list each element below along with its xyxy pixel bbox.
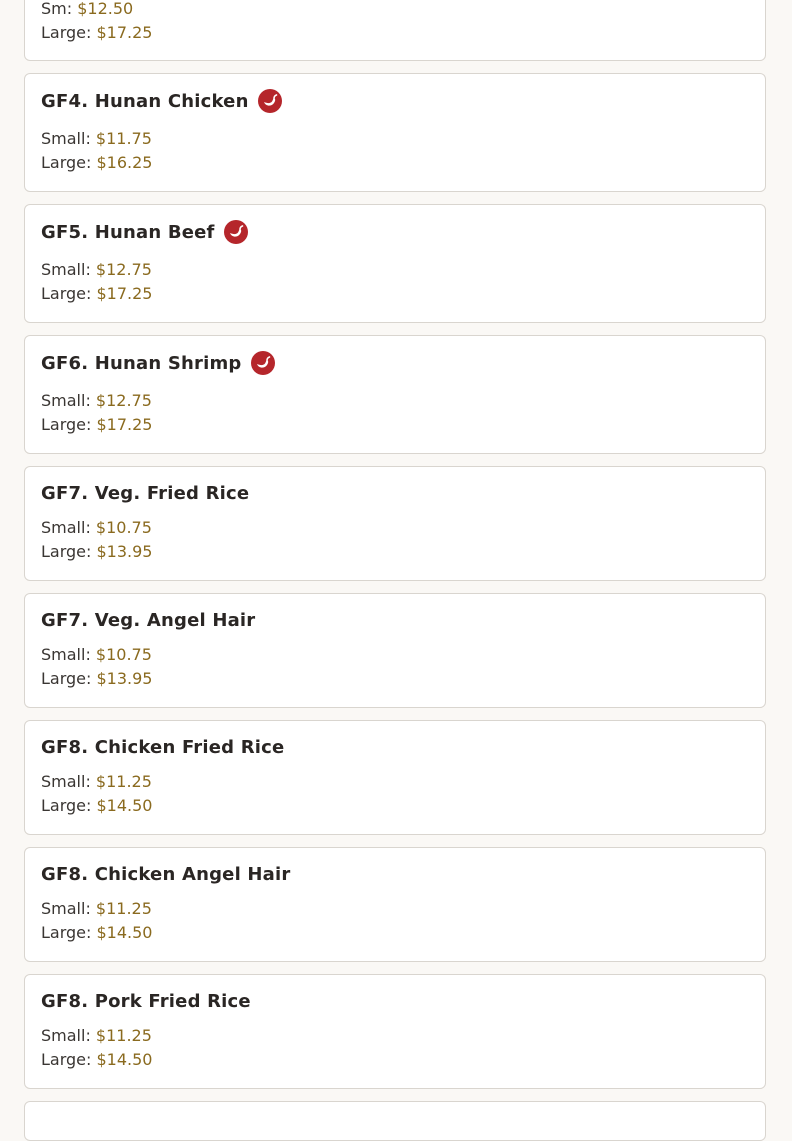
item-name: GF4. Hunan Chicken [41, 90, 249, 112]
chili-pepper-icon [251, 351, 275, 375]
price-line-small [41, 770, 152, 794]
item-name: GF5. Hunan Beef [41, 221, 215, 243]
size-label: Small: [41, 645, 91, 664]
price-value: $14.50 [96, 796, 153, 815]
menu-item-card[interactable] [24, 974, 766, 1089]
item-name: GF7. Veg. Angel Hair [41, 609, 256, 631]
size-label: Large: [41, 23, 92, 42]
price-value: $11.25 [95, 772, 152, 791]
price-line-large [41, 151, 152, 175]
item-title-row [41, 481, 249, 505]
price-line-large [41, 921, 152, 945]
price-line-small [41, 643, 152, 667]
size-label: Large: [41, 1050, 92, 1069]
menu-item-card[interactable] [24, 73, 766, 192]
item-title-row [41, 89, 282, 113]
menu-item-card[interactable] [24, 720, 766, 835]
size-label: Large: [41, 153, 92, 172]
menu-item-card[interactable] [24, 847, 766, 962]
size-label: Small: [41, 391, 91, 410]
price-line-large [41, 413, 152, 437]
price-line-small [41, 258, 152, 282]
size-label: Small: [41, 899, 91, 918]
price-value: $11.75 [95, 129, 152, 148]
size-label: Small: [41, 1026, 91, 1045]
item-name: GF8. Pork Fried Rice [41, 990, 251, 1012]
size-label: Large: [41, 284, 92, 303]
menu-item-card[interactable] [24, 593, 766, 708]
price-value: $12.75 [95, 391, 152, 410]
price-line-small [41, 389, 152, 413]
size-label: Small: [41, 129, 91, 148]
price-line-small [41, 516, 152, 540]
item-title-row [41, 608, 255, 632]
size-label: Large: [41, 542, 92, 561]
price-line-small [41, 897, 152, 921]
price-line-large [41, 21, 152, 45]
menu-item-card[interactable] [24, 466, 766, 581]
price-value: $13.95 [96, 669, 153, 688]
price-line-large [41, 794, 152, 818]
price-value: $17.25 [96, 415, 153, 434]
size-label: Large: [41, 796, 92, 815]
chili-pepper-icon [258, 89, 282, 113]
size-label: Large: [41, 923, 92, 942]
item-title-row [41, 220, 248, 244]
item-name: GF7. Veg. Fried Rice [41, 482, 250, 504]
menu-item-card[interactable] [24, 0, 766, 61]
chili-pepper-icon [224, 220, 248, 244]
size-label: Large: [41, 669, 92, 688]
price-line-large [41, 282, 152, 306]
menu-item-card[interactable] [24, 204, 766, 323]
price-value: $16.25 [96, 153, 153, 172]
price-value: $17.25 [96, 23, 153, 42]
price-value: $13.95 [96, 542, 153, 561]
size-label: Small: [41, 260, 91, 279]
price-value: $12.50 [77, 0, 134, 18]
item-name: GF6. Hunan Shrimp [41, 352, 242, 374]
price-line-small [41, 0, 133, 21]
item-name: GF8. Chicken Angel Hair [41, 863, 291, 885]
price-line-large [41, 540, 152, 564]
price-line-large [41, 1048, 152, 1072]
size-label: Small: [41, 518, 91, 537]
size-label: Small: [41, 772, 91, 791]
menu-item-card[interactable] [24, 335, 766, 454]
price-value: $17.25 [96, 284, 153, 303]
price-line-large [41, 667, 152, 691]
price-value: $10.75 [95, 518, 152, 537]
item-name: GF8. Chicken Fried Rice [41, 736, 285, 758]
price-value: $14.50 [96, 923, 153, 942]
size-label: Sm: [41, 0, 73, 18]
item-title-row [41, 989, 251, 1013]
price-value: $10.75 [95, 645, 152, 664]
price-value: $11.25 [95, 1026, 152, 1045]
price-line-small [41, 127, 152, 151]
item-title-row [41, 351, 275, 375]
menu-item-card[interactable] [24, 1101, 766, 1141]
item-title-row [41, 862, 290, 886]
item-title-row [41, 735, 284, 759]
price-value: $12.75 [95, 260, 152, 279]
size-label: Large: [41, 415, 92, 434]
price-value: $11.25 [95, 899, 152, 918]
price-line-small [41, 1024, 152, 1048]
price-value: $14.50 [96, 1050, 153, 1069]
